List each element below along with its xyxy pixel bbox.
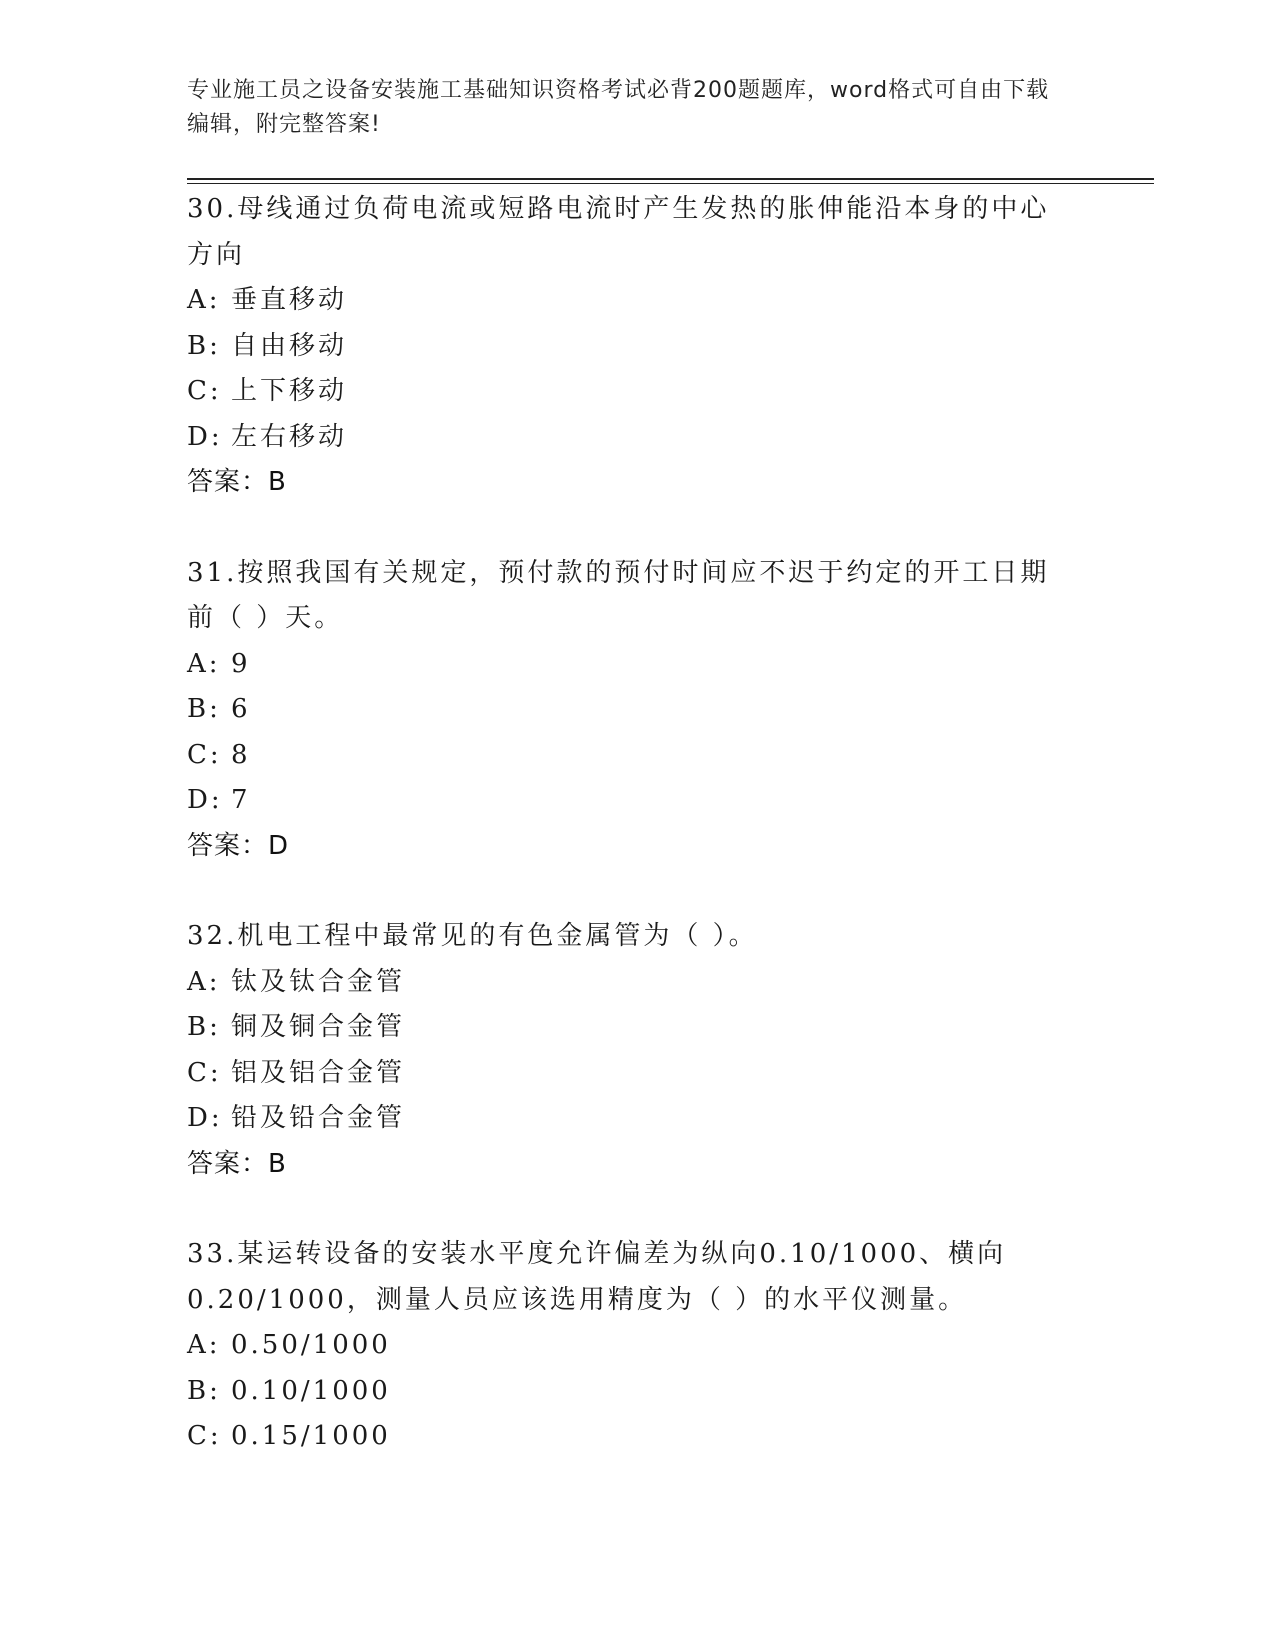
option-key: B: [187, 1375, 221, 1406]
option-key: C: [187, 1057, 222, 1088]
option-text: 7 [231, 785, 251, 815]
option-d [187, 778, 1087, 824]
option-key: C: [187, 739, 222, 770]
question-31 [187, 551, 1087, 870]
question-30 [187, 187, 1087, 506]
answer-line: 答案：D [187, 830, 290, 861]
option-b [187, 1369, 1087, 1415]
option-key: D: [187, 1103, 223, 1133]
option-text: 0.15/1000 [231, 1421, 391, 1451]
question-stem: 33.某运转设备的安装水平度允许偏差为纵向0.10/1000、横向0.20/1000，测量人员应该选用精度为（ ）的水平仪测量。 [187, 1239, 1007, 1315]
option-text: 0.10/1000 [231, 1375, 391, 1406]
question-33 [187, 1232, 1087, 1460]
question-list [187, 187, 1087, 1505]
option-c [187, 733, 1087, 779]
option-text: 左右移动 [231, 421, 348, 452]
question-stem: 30.母线通过负荷电流或短路电流时产生发热的胀伸能沿本身的中心方向 [187, 194, 1050, 270]
option-text: 钛及钛合金管 [231, 966, 406, 997]
option-text: 8 [231, 739, 251, 770]
answer-line: 答案：B [187, 467, 287, 497]
question-stem: 32.机电工程中最常见的有色金属管为（ ）。 [187, 921, 758, 951]
option-c [187, 1414, 1087, 1460]
document-header: 专业施工员之设备安装施工基础知识资格考试必背200题题库，word格式可自由下载编辑，附完整答案! [187, 78, 1050, 137]
option-a [187, 1323, 1087, 1369]
option-text: 铜及铜合金管 [231, 1012, 406, 1042]
option-b [187, 687, 1087, 733]
option-a [187, 278, 1087, 324]
option-b [187, 1005, 1087, 1051]
option-text: 铅及铅合金管 [231, 1103, 406, 1133]
option-b [187, 324, 1087, 370]
option-a [187, 960, 1087, 1006]
option-text: 铝及铝合金管 [231, 1057, 406, 1088]
option-d [187, 1096, 1087, 1142]
option-key: D: [187, 785, 223, 815]
question-32 [187, 914, 1087, 1187]
option-a [187, 642, 1087, 688]
question-stem: 31.按照我国有关规定，预付款的预付时间应不迟于约定的开工日期前（ ）天。 [187, 557, 1050, 633]
header-divider-thin [187, 183, 1154, 184]
option-text: 垂直移动 [231, 285, 348, 315]
option-key: B: [187, 694, 221, 724]
option-key: C: [187, 376, 222, 406]
option-text: 6 [231, 694, 251, 724]
option-text: 自由移动 [231, 330, 348, 361]
header-divider-thick [187, 178, 1154, 180]
option-key: A: [187, 966, 221, 997]
option-key: C: [187, 1421, 222, 1451]
option-key: B: [187, 1012, 221, 1042]
answer-line: 答案：B [187, 1148, 287, 1179]
option-key: B: [187, 330, 221, 361]
option-key: A: [187, 1330, 221, 1360]
option-text: 上下移动 [231, 376, 348, 406]
option-c [187, 1051, 1087, 1097]
option-key: A: [187, 285, 221, 315]
option-text: 9 [231, 648, 251, 679]
option-key: A: [187, 648, 221, 679]
option-d [187, 415, 1087, 461]
option-text: 0.50/1000 [231, 1330, 391, 1360]
option-c [187, 369, 1087, 415]
option-key: D: [187, 421, 223, 452]
